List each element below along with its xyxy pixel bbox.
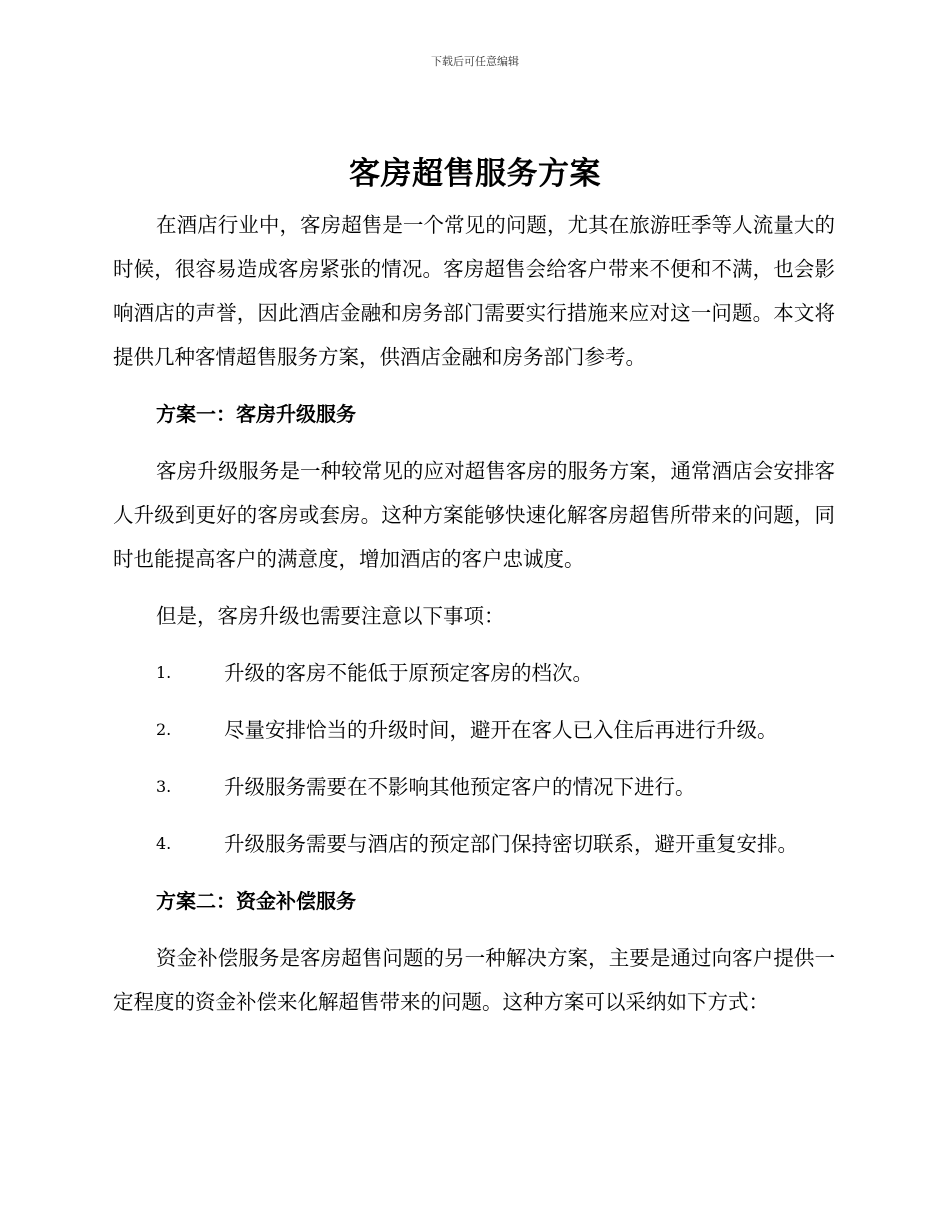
page-header-note: 下载后可任意编辑	[431, 55, 519, 68]
plan1-note: 但是，客房升级也需要注意以下事项：	[156, 604, 505, 628]
list-item-number: 2.	[156, 720, 172, 739]
list-item-number: 1.	[156, 663, 172, 682]
plan2-paragraph: 资金补偿服务是客房超售问题的另一种解决方案，主要是通过向客户提供一定程度的资金补偿来化解超售带来的问题。这种方案可以采纳如下方式：	[113, 946, 835, 1014]
list-item	[113, 708, 835, 752]
plan1-list	[113, 651, 835, 866]
plan1-paragraph: 客房升级服务是一种较常见的应对超售客房的服务方案，通常酒店会安排客人升级到更好的客房或套房。这种方案能够快速化解客房超售所带来的问题，同时也能提高客户的满意度，增加酒店的客户忠诚度。	[113, 459, 835, 571]
plan2-heading: 方案二：资金补偿服务	[156, 889, 356, 913]
list-item-text: 升级服务需要在不影响其他预定客户的情况下进行。	[224, 775, 696, 799]
list-item	[113, 822, 835, 866]
document-title: 客房超售服务方案	[349, 156, 601, 192]
intro-paragraph: 在酒店行业中，客房超售是一个常见的问题，尤其在旅游旺季等人流量大的时候，很容易造成客房紧张的情况。客房超售会给客户带来不便和不满，也会影响酒店的声誉，因此酒店金融和房务部门需要实行措施来应对这一问题。本文将提供几种客情超售服务方案，供酒店金融和房务部门参考。	[113, 213, 835, 369]
plan1-heading: 方案一：客房升级服务	[156, 402, 356, 426]
document-body	[113, 203, 835, 1024]
list-item	[113, 765, 835, 809]
list-item-text: 升级服务需要与酒店的预定部门保持密切联系，避开重复安排。	[224, 832, 798, 856]
list-item-number: 3.	[156, 777, 172, 796]
list-item	[113, 651, 835, 695]
list-item-text: 升级的客房不能低于原预定客房的档次。	[224, 661, 593, 685]
list-item-number: 4.	[156, 834, 172, 853]
list-item-text: 尽量安排恰当的升级时间，避开在客人已入住后再进行升级。	[224, 718, 778, 742]
